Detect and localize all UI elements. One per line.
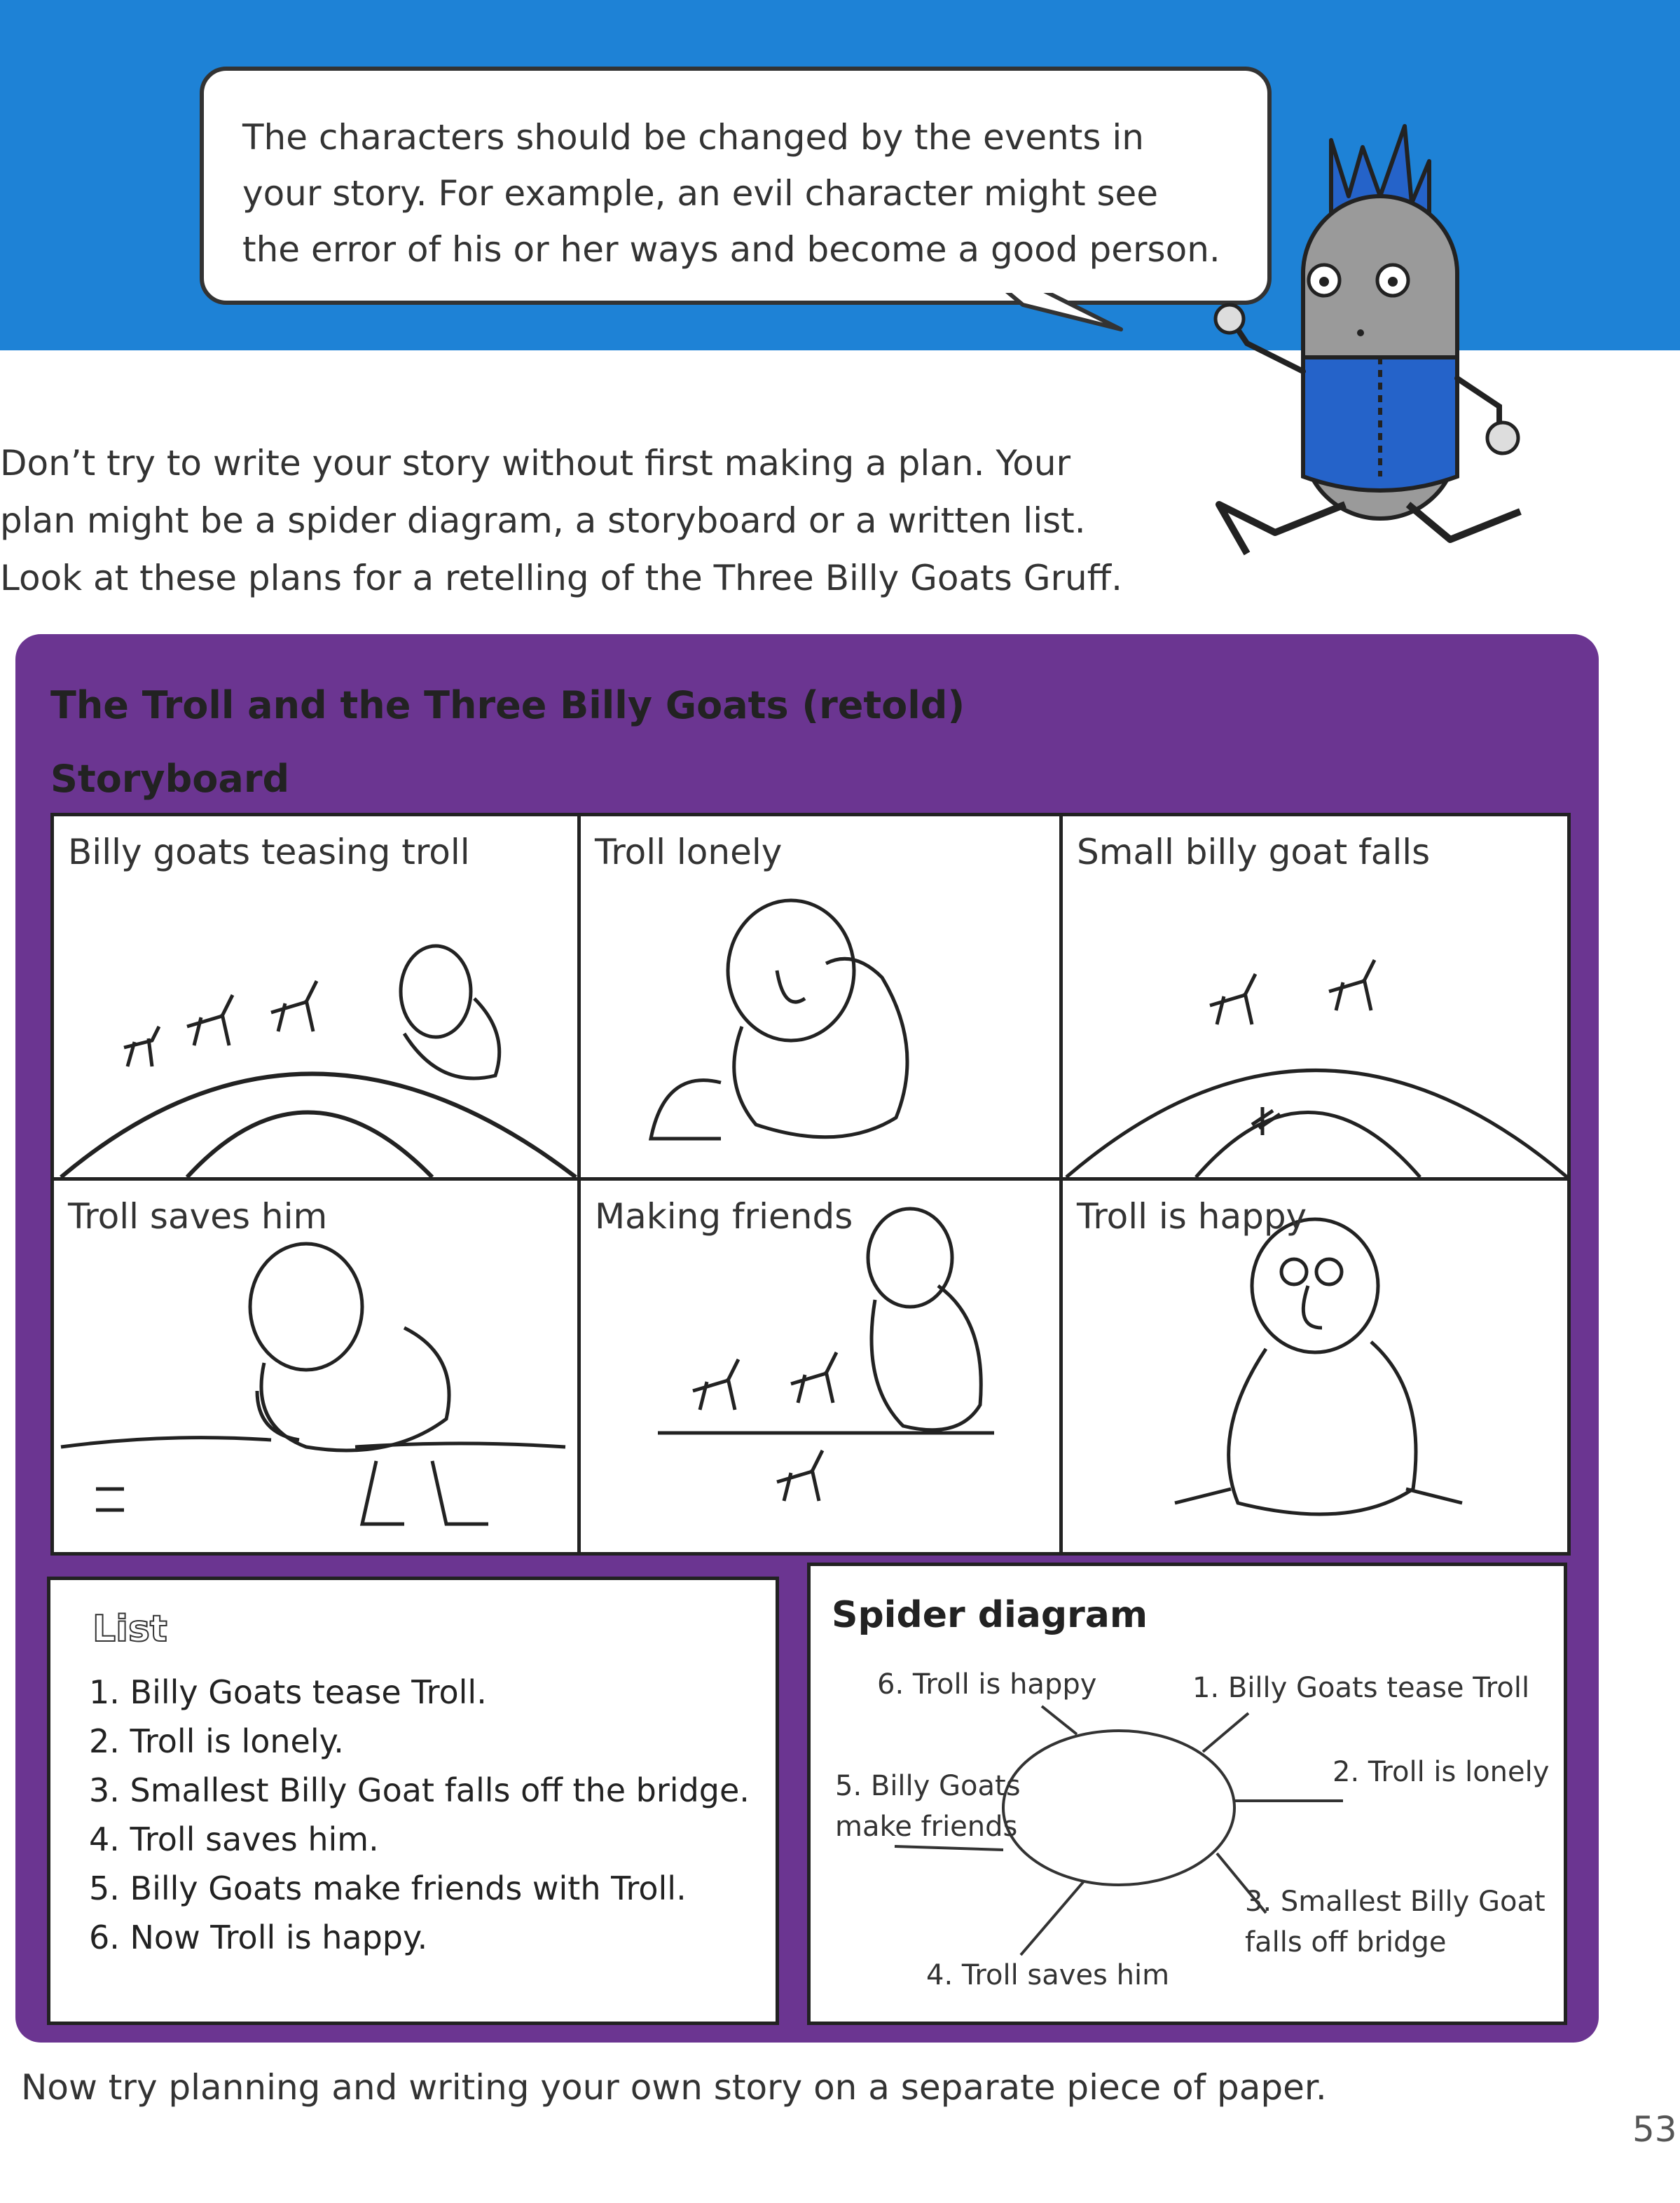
speech-bubble-tail [995,287,1128,336]
storyboard-cell-friends [581,1181,1063,1552]
storyboard-cell-teasing [54,816,581,1181]
storyboard-label: Small billy goat falls [1077,832,1431,872]
storyboard-cell-saves [54,1181,581,1552]
storyboard-label: Making friends [595,1196,853,1237]
spider-diagram-plan [807,1563,1567,2025]
footer-instruction: Now try planning and writing your own story on a separate piece of paper. [21,2067,1327,2108]
spider-leg-5-line: make friends [835,1811,1018,1843]
spider-leg-4: 4. Troll saves him [926,1959,1170,1991]
storyboard-label: Troll lonely [595,832,783,872]
spider-heading: Spider diagram [832,1594,1148,1636]
intro-line: plan might be a spider diagram, a storyboard or a written list. [0,500,1086,541]
list-item: 1. Billy Goats tease Troll. [89,1673,487,1711]
storyboard-heading: Storyboard [50,757,290,801]
speech-bubble-line: The characters should be changed by the events in [242,117,1144,158]
storyboard-label: Billy goats teasing troll [68,832,470,872]
speech-bubble-line: your story. For example, an evil character might see [242,173,1159,214]
spider-leg-3-line: falls off bridge [1245,1926,1447,1958]
list-items [89,1668,750,1962]
speech-bubble-line: the error of his or her ways and become a good person. [242,229,1220,270]
mascot-character [1205,112,1597,575]
list-plan [47,1577,779,2025]
spider-leg-2: 2. Troll is lonely [1333,1756,1550,1788]
storyboard-cell-lonely [581,816,1063,1181]
page-number: 53 [1632,2109,1677,2150]
spider-leg-5 [835,1766,1021,1847]
story-plans-panel [15,634,1599,2043]
spider-leg-1: 1. Billy Goats tease Troll [1192,1672,1530,1704]
storyboard-grid [50,813,1571,1556]
list-item: 5. Billy Goats make friends with Troll. [89,1869,687,1907]
spider-leg-6: 6. Troll is happy [877,1668,1097,1701]
speech-bubble [200,67,1272,305]
panel-title: The Troll and the Three Billy Goats (retold) [50,683,965,727]
list-item: 6. Now Troll is happy. [89,1919,428,1956]
spider-leg-5-line: 5. Billy Goats [835,1770,1021,1802]
list-item: 4. Troll saves him. [89,1820,379,1858]
spider-leg-3-line: 3. Smallest Billy Goat [1245,1886,1545,1918]
storyboard-label: Troll is happy [1077,1196,1307,1237]
storyboard-cell-happy [1063,1181,1567,1552]
list-item: 2. Troll is lonely. [89,1722,344,1760]
storyboard-label: Troll saves him [68,1196,328,1237]
storyboard-cell-falls [1063,816,1567,1181]
spider-leg-3 [1245,1881,1545,1963]
intro-line: Look at these plans for a retelling of the Three Billy Goats Gruff. [0,558,1123,598]
intro-text [0,434,1191,607]
list-item: 3. Smallest Billy Goat falls off the bridge. [89,1771,750,1809]
list-heading: List [92,1608,167,1650]
intro-line: Don’t try to write your story without first making a plan. Your [0,443,1071,483]
